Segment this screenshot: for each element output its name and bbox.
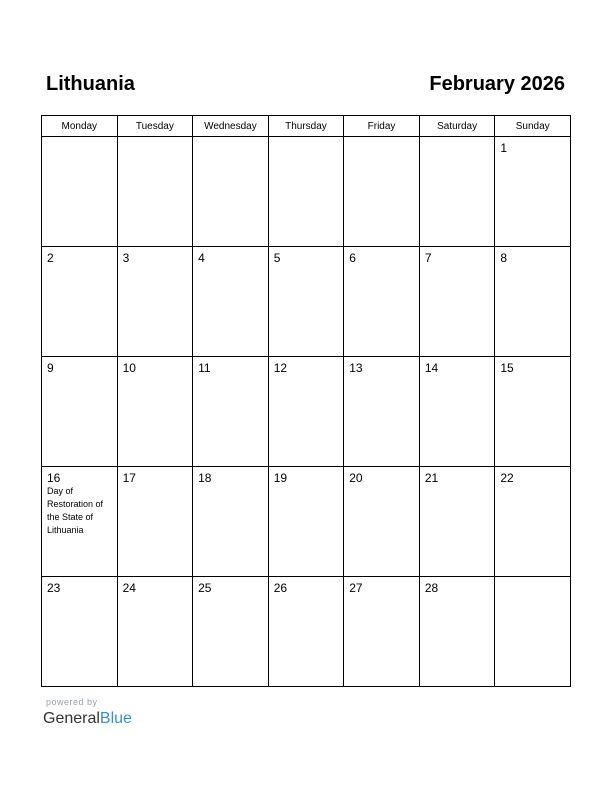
holiday-label: Day of Restoration of the State of Lithuania [47,486,104,535]
day-cell [419,137,495,247]
day-number: 15 [500,361,514,375]
weekday-header: Monday [42,116,118,137]
day-cell [268,357,344,467]
day-cell [117,247,193,357]
day-cell [117,467,193,577]
day-cell [42,467,118,577]
day-number: 2 [47,251,54,265]
week-row [42,467,571,577]
brand-logo-general: General [43,710,100,727]
day-number: 11 [198,361,211,375]
day-number: 1 [500,141,508,155]
day-number: 9 [47,361,54,375]
day-cell [495,467,571,577]
weekday-header: Sunday [495,116,571,137]
day-number: 26 [273,581,288,595]
day-cell [193,467,269,577]
day-cell [495,137,571,247]
day-cell [268,577,344,687]
day-cell [344,357,420,467]
weekday-header: Friday [344,116,420,137]
day-cell [495,247,571,357]
calendar-grid [41,115,571,687]
country-title: Lithuania [46,73,135,95]
day-number: 22 [500,471,514,485]
day-cell [193,357,269,467]
day-cell [495,577,571,687]
day-cell [419,577,495,687]
day-cell [495,357,571,467]
day-cell [42,247,118,357]
month-year-title: February 2026 [429,73,565,95]
day-cell [344,137,420,247]
day-number: 5 [273,251,281,265]
day-cell [344,247,420,357]
brand-logo-blue: Blue [99,710,132,727]
day-cell [42,577,118,687]
day-cell [117,577,193,687]
day-number: 24 [122,581,136,595]
day-cell [193,137,269,247]
day-number: 6 [349,251,356,265]
footer-branding [43,697,132,730]
day-cell [193,247,269,357]
day-number: 27 [349,581,363,595]
day-number: 13 [349,361,363,375]
day-cell [42,137,118,247]
day-number: 3 [122,251,130,265]
day-cell [268,247,344,357]
day-number: 19 [273,471,288,485]
day-number: 25 [198,581,212,595]
day-cell [419,467,495,577]
day-number: 8 [500,251,508,265]
weekday-header: Tuesday [117,116,193,137]
weekday-header: Saturday [419,116,495,137]
day-cell [42,357,118,467]
day-cell [117,357,193,467]
calendar-body [42,137,571,687]
day-cell [344,577,420,687]
weekday-header: Thursday [268,116,344,137]
day-cell [344,467,420,577]
week-row [42,577,571,687]
day-number: 28 [424,581,439,595]
day-number: 18 [198,471,212,485]
week-row [42,247,571,357]
weekday-header-row [42,116,571,137]
day-number: 7 [424,251,432,265]
brand-logo [43,708,132,730]
day-cell [117,137,193,247]
day-number: 14 [424,361,439,375]
week-row [42,357,571,467]
day-number: 4 [198,251,205,265]
day-number: 20 [349,471,363,485]
day-number: 16 [47,471,61,485]
day-cell [268,467,344,577]
day-cell [268,137,344,247]
day-cell [193,577,269,687]
day-number: 17 [122,471,136,485]
day-number: 21 [424,471,439,485]
day-cell [419,247,495,357]
day-number: 23 [47,581,61,595]
day-number: 12 [273,361,288,375]
powered-by-text: powered by [46,697,98,707]
week-row [42,137,571,247]
day-cell [419,357,495,467]
weekday-header: Wednesday [193,116,269,137]
day-number: 10 [122,361,136,375]
